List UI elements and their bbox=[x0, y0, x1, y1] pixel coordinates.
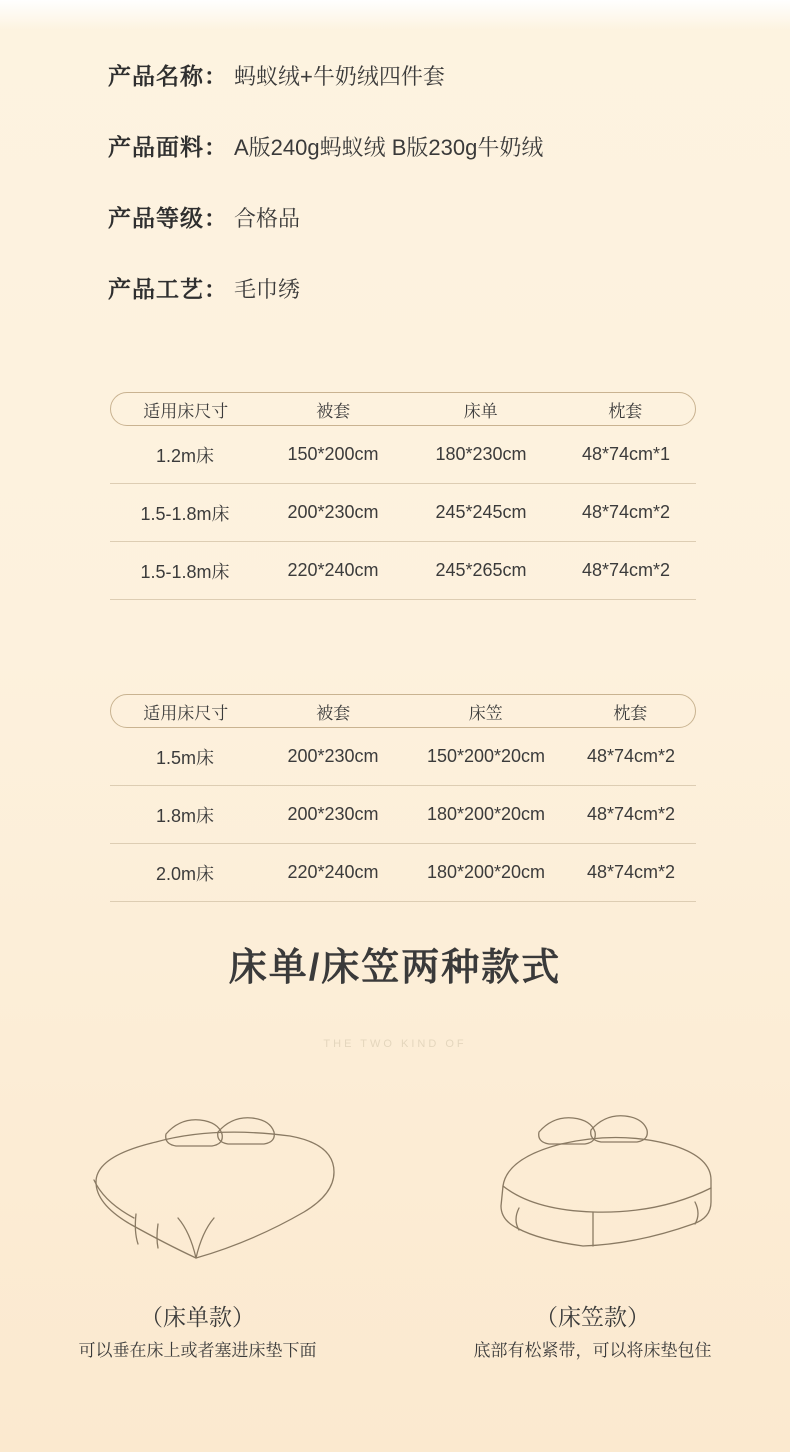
table-row bbox=[110, 426, 696, 484]
table-cell: 2.0m床 bbox=[155, 863, 215, 884]
spec-label: 产品面料： bbox=[108, 134, 228, 160]
spec-label: 产品等级： bbox=[108, 205, 228, 231]
table-row bbox=[110, 786, 696, 844]
table-cell: 48*74cm*2 bbox=[581, 560, 671, 580]
table-cell: 220*240cm bbox=[287, 560, 379, 580]
table-cell: 48*74cm*2 bbox=[586, 804, 676, 824]
table-header-cell: 床笠 bbox=[468, 703, 503, 723]
table-cell: 245*245cm bbox=[435, 502, 527, 522]
spec-row bbox=[108, 271, 728, 304]
table-cell: 48*74cm*2 bbox=[586, 862, 676, 882]
illustrations bbox=[0, 1090, 790, 1332]
illustration-note: 底部有松紧带，可以将床垫包住 bbox=[473, 1341, 712, 1360]
table-row bbox=[110, 484, 696, 542]
table-cell: 1.5m床 bbox=[155, 747, 215, 768]
bedsheet-illustration-icon bbox=[48, 1090, 348, 1290]
table-header-cell: 枕套 bbox=[608, 401, 643, 421]
table-row bbox=[110, 728, 696, 786]
table-cell: 150*200cm bbox=[287, 444, 379, 464]
table-cell: 1.2m床 bbox=[155, 445, 215, 466]
size-table-fittedsheet bbox=[110, 694, 696, 902]
table-cell: 200*230cm bbox=[287, 502, 379, 522]
section-title: 床单/床笠两种款式 bbox=[228, 947, 562, 989]
table-header-row bbox=[110, 392, 696, 426]
section-subtitle: THE TWO KIND OF bbox=[323, 1038, 467, 1050]
table-cell: 1.8m床 bbox=[155, 805, 215, 826]
illustration-caption: （床单款） bbox=[140, 1304, 255, 1330]
table-cell: 180*200*20cm bbox=[426, 804, 546, 824]
table-cell: 200*230cm bbox=[287, 804, 379, 824]
table-row bbox=[110, 844, 696, 902]
table-cell: 220*240cm bbox=[287, 862, 379, 882]
spec-row bbox=[108, 200, 728, 233]
table-row bbox=[110, 542, 696, 600]
illustration-fittedsheet bbox=[395, 1090, 790, 1332]
table-header-cell: 适用床尺寸 bbox=[143, 703, 229, 723]
spec-value: 合格品 bbox=[234, 206, 301, 231]
table-header-cell: 床单 bbox=[463, 401, 498, 421]
table-cell: 48*74cm*2 bbox=[586, 746, 676, 766]
spec-row bbox=[108, 129, 728, 162]
table-cell: 200*230cm bbox=[287, 746, 379, 766]
fittedsheet-illustration-icon bbox=[443, 1090, 743, 1290]
illustration-note: 可以垂在床上或者塞进床垫下面 bbox=[78, 1341, 317, 1360]
table-cell: 180*230cm bbox=[435, 444, 527, 464]
table-header-cell: 被套 bbox=[316, 703, 351, 723]
table-cell: 180*200*20cm bbox=[426, 862, 546, 882]
table-cell: 48*74cm*1 bbox=[581, 444, 671, 464]
table-header-row bbox=[110, 694, 696, 728]
table-cell: 150*200*20cm bbox=[426, 746, 546, 766]
spec-value: A版240g蚂蚁绒 B版230g牛奶绒 bbox=[234, 135, 544, 160]
spec-label: 产品工艺： bbox=[108, 276, 228, 302]
table-header-cell: 适用床尺寸 bbox=[143, 401, 229, 421]
spec-value: 毛巾绣 bbox=[234, 277, 301, 302]
table-cell: 1.5-1.8m床 bbox=[140, 561, 230, 582]
product-specs bbox=[108, 58, 728, 342]
spec-row bbox=[108, 58, 728, 91]
illustration-bedsheet bbox=[0, 1090, 395, 1332]
illustration-caption: （床笠款） bbox=[535, 1304, 650, 1330]
illustration-notes bbox=[0, 1336, 790, 1361]
table-header-cell: 被套 bbox=[316, 401, 351, 421]
table-cell: 245*265cm bbox=[435, 560, 527, 580]
table-cell: 48*74cm*2 bbox=[581, 502, 671, 522]
size-table-bedsheet bbox=[110, 392, 696, 600]
table-header-cell: 枕套 bbox=[613, 703, 648, 723]
spec-value: 蚂蚁绒+牛奶绒四件套 bbox=[234, 64, 445, 89]
spec-label: 产品名称： bbox=[108, 63, 228, 89]
table-cell: 1.5-1.8m床 bbox=[140, 503, 230, 524]
